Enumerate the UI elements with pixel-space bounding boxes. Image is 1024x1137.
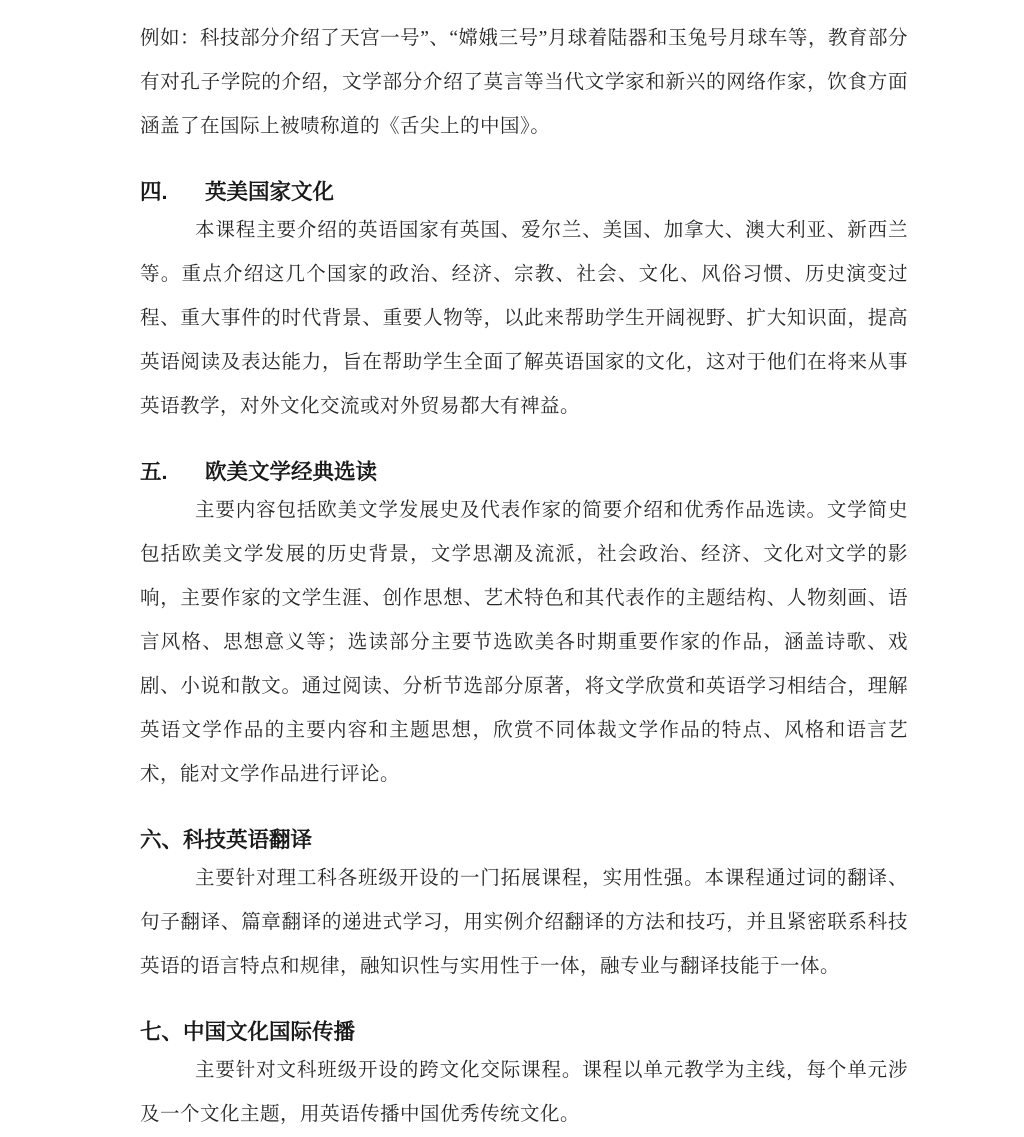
section-body: 主要针对文科班级开设的跨文化交际课程。课程以单元教学为主线，每个单元涉及一个文化主题，用英语传播中国优秀传统文化。 bbox=[140, 1060, 908, 1125]
section-number: 四. bbox=[140, 180, 168, 204]
section-heading-6 bbox=[140, 823, 908, 857]
section-title: 欧美文学经典选读 bbox=[205, 460, 378, 484]
section-number: 七、 bbox=[140, 1020, 184, 1044]
section-heading-7 bbox=[140, 1015, 908, 1049]
section-number: 五. bbox=[140, 460, 168, 484]
section-heading-4 bbox=[140, 175, 908, 209]
section-title: 中国文化国际传播 bbox=[183, 1020, 356, 1044]
section-body: 本课程主要介绍的英语国家有英国、爱尔兰、美国、加拿大、澳大利亚、新西兰等。重点介绍这几个国家的政治、经济、宗教、社会、文化、风俗习惯、历史演变过程、重大事件的时代背景、重要人物等，以此来帮助学生开阔视野、扩大知识面，提高英语阅读及表达能力，旨在帮助学生全面了解英语国家的文化，这对于他们在将来从事英语教学，对外文化交流或对外贸易都大有禆益。 bbox=[140, 220, 908, 417]
section-number: 六、 bbox=[140, 828, 184, 852]
section-heading-5 bbox=[140, 455, 908, 489]
intro-paragraph: 例如：科技部分介绍了天宫一号”、“嫦娥三号”月球着陆器和玉兔号月球车等，教育部分有对孔子学院的介绍，文学部分介绍了莫言等当代文学家和新兴的网络作家，饮食方面涵盖了在国际上被啧称道的《舌尖上的中国》。 bbox=[140, 28, 908, 137]
section-body: 主要内容包括欧美文学发展史及代表作家的简要介绍和优秀作品选读。文学简史包括欧美文学发展的历史背景，文学思潮及流派，社会政治、经济、文化对文学的影响，主要作家的文学生涯、创作思想、艺术特色和其代表作的主题结构、人物刻画、语言风格、思想意义等；选读部分主要节选欧美各时期重要作家的作品，涵盖诗歌、戏剧、小说和散文。通过阅读、分析节选部分原著，将文学欣赏和英语学习相结合，理解英语文学作品的主要内容和主题思想，欣赏不同体裁文学作品的特点、风格和语言艺术，能对文学作品进行评论。 bbox=[140, 500, 908, 785]
section-title: 英美国家文化 bbox=[205, 180, 335, 204]
section-body: 主要针对理工科各班级开设的一门拓展课程，实用性强。本课程通过词的翻译、句子翻译、篇章翻译的递进式学习，用实例介绍翻译的方法和技巧，并且紧密联系科技英语的语言特点和规律，融知识性与实用性于一体，融专业与翻译技能于一体。 bbox=[140, 868, 908, 977]
section-title: 科技英语翻译 bbox=[183, 828, 313, 852]
